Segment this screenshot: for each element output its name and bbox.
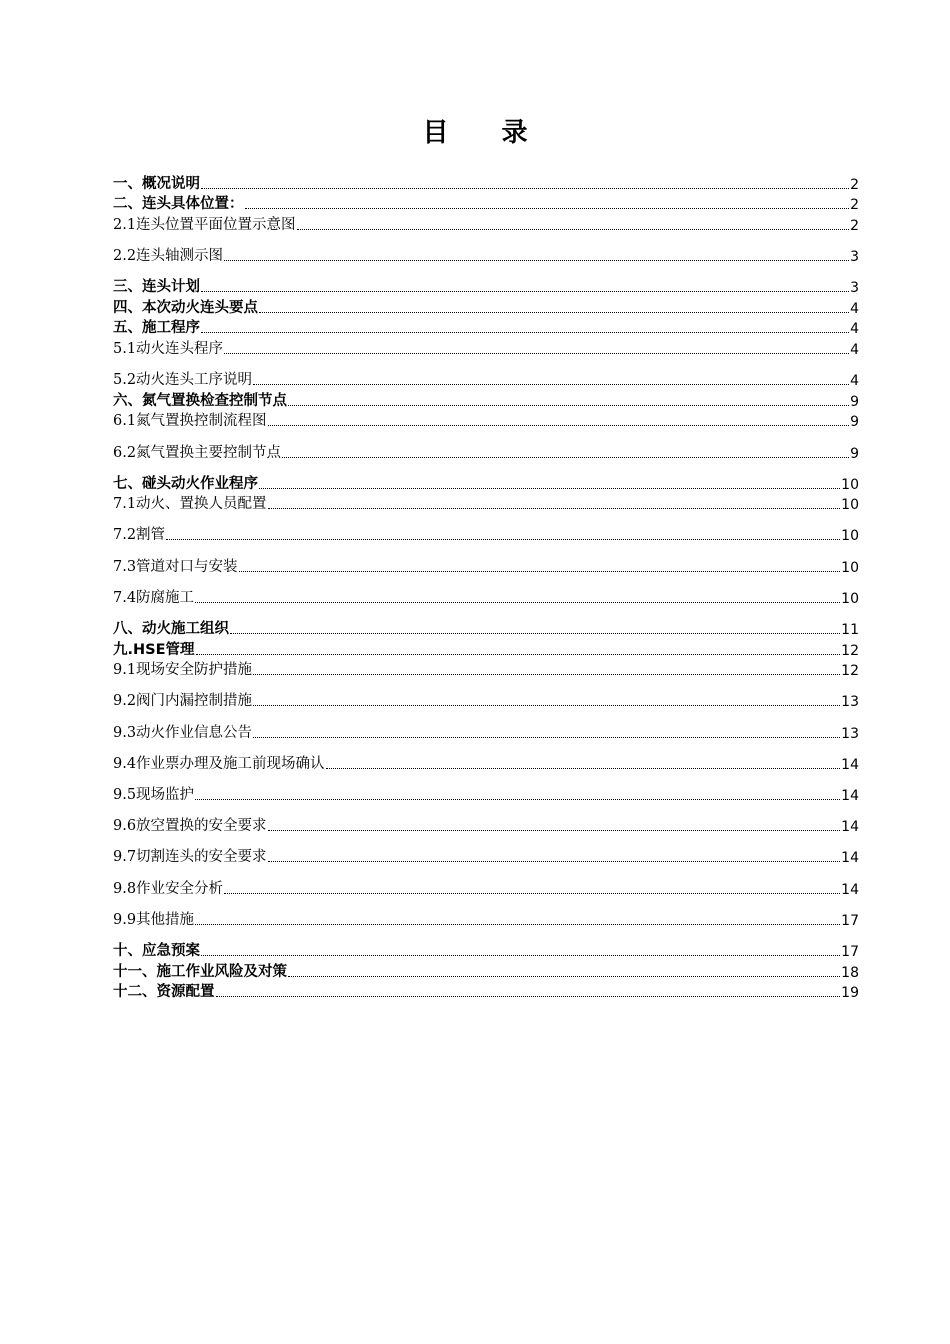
toc-entry[interactable] [113, 960, 859, 981]
toc-entry[interactable] [113, 441, 859, 462]
toc-entry[interactable] [113, 638, 859, 659]
toc-dot-leader [268, 861, 841, 862]
toc-entry-label: 十、应急预案 [113, 942, 200, 959]
toc-dot-leader [201, 955, 840, 956]
toc-entry-label: 9.1现场安全防护措施 [113, 662, 253, 679]
toc-entry-label: 7.1动火、置换人员配置 [113, 496, 267, 513]
toc-dot-leader [201, 332, 849, 333]
toc-page-number: 10 [841, 497, 859, 514]
toc-dot-leader [201, 188, 849, 189]
table-of-contents [113, 172, 859, 1001]
toc-page-number: 14 [841, 819, 859, 836]
toc-entry[interactable] [113, 908, 859, 929]
toc-entry[interactable] [113, 690, 859, 711]
toc-dot-leader [230, 633, 840, 634]
toc-entry-label: 二、连头具体位置： [113, 196, 244, 213]
toc-dot-leader [201, 291, 849, 292]
toc-entry[interactable] [113, 410, 859, 431]
toc-entry-label: 八、动火施工组织 [113, 621, 229, 638]
toc-entry-label: 十一、施工作业风险及对策 [113, 963, 287, 980]
toc-page-number: 17 [841, 943, 859, 960]
toc-entry-label: 六、氮气置换检查控制节点 [113, 392, 287, 409]
toc-page-number: 10 [841, 528, 859, 545]
toc-entry-label: 7.2割管 [113, 527, 166, 544]
toc-page-number: 19 [841, 985, 859, 1002]
toc-page-number: 13 [841, 725, 859, 742]
toc-page-number: 4 [850, 373, 859, 390]
toc-entry[interactable] [113, 617, 859, 638]
toc-page-number: 9 [850, 393, 859, 410]
toc-entry-label: 6.1氮气置换控制流程图 [113, 413, 267, 430]
toc-entry[interactable] [113, 877, 859, 898]
toc-dot-leader [268, 425, 850, 426]
toc-page-number: 14 [841, 756, 859, 773]
toc-page-number: 10 [841, 476, 859, 493]
toc-dot-leader [297, 229, 850, 230]
toc-dot-leader [224, 260, 849, 261]
toc-entry[interactable] [113, 586, 859, 607]
toc-entry[interactable] [113, 524, 859, 545]
toc-dot-leader [224, 353, 849, 354]
toc-entry-label: 5.1动火连头程序 [113, 340, 224, 357]
toc-entry[interactable] [113, 783, 859, 804]
toc-dot-leader [196, 654, 841, 655]
toc-entry-label: 6.2氮气置换主要控制节点 [113, 444, 282, 461]
toc-entry[interactable] [113, 193, 859, 214]
toc-page-number: 12 [841, 663, 859, 680]
toc-entry[interactable] [113, 369, 859, 390]
toc-entry[interactable] [113, 555, 859, 576]
toc-entry[interactable] [113, 276, 859, 297]
toc-dot-leader [259, 488, 840, 489]
toc-entry[interactable] [113, 721, 859, 742]
toc-page-number: 2 [850, 217, 859, 234]
toc-page-number: 3 [850, 280, 859, 297]
toc-entry[interactable] [113, 337, 859, 358]
toc-entry-label: 9.5现场监护 [113, 786, 195, 803]
page-title: 目 录 [422, 118, 550, 148]
toc-page-number: 13 [841, 694, 859, 711]
toc-page-number: 9 [850, 445, 859, 462]
toc-page-number: 10 [841, 559, 859, 576]
toc-entry-label: 9.8作业安全分析 [113, 880, 224, 897]
toc-entry-label: 7.3管道对口与安装 [113, 558, 238, 575]
toc-entry[interactable] [113, 493, 859, 514]
toc-entry[interactable] [113, 815, 859, 836]
toc-entry-label: 9.9其他措施 [113, 911, 195, 928]
toc-dot-leader [253, 384, 849, 385]
toc-entry-label: 一、概况说明 [113, 175, 200, 192]
toc-dot-leader [268, 830, 841, 831]
toc-entry-label: 九.HSE管理 [113, 641, 195, 658]
toc-page-number: 4 [850, 341, 859, 358]
toc-dot-leader [259, 312, 849, 313]
toc-entry[interactable] [113, 244, 859, 265]
toc-dot-leader [239, 571, 841, 572]
toc-entry-label: 7.4防腐施工 [113, 589, 195, 606]
toc-dot-leader [195, 924, 840, 925]
toc-dot-leader [326, 768, 841, 769]
toc-entry[interactable] [113, 317, 859, 338]
toc-page-number: 18 [841, 964, 859, 981]
toc-page-number: 2 [850, 176, 859, 193]
toc-page-number: 4 [850, 321, 859, 338]
toc-entry[interactable] [113, 172, 859, 193]
toc-entry[interactable] [113, 213, 859, 234]
toc-dot-leader [253, 674, 840, 675]
toc-entry[interactable] [113, 296, 859, 317]
toc-dot-leader [268, 508, 841, 509]
toc-entry-label: 9.3动火作业信息公告 [113, 724, 253, 741]
toc-page-number: 4 [850, 300, 859, 317]
toc-entry-label: 十二、资源配置 [113, 984, 215, 1001]
toc-dot-leader [253, 705, 840, 706]
toc-dot-leader [195, 799, 840, 800]
toc-page-number: 3 [850, 248, 859, 265]
toc-entry-label: 9.4作业票办理及施工前现场确认 [113, 755, 325, 772]
toc-entry-label: 9.2阀门内漏控制措施 [113, 693, 253, 710]
toc-entry-label: 2.2连头轴测示图 [113, 247, 224, 264]
toc-page-number: 14 [841, 787, 859, 804]
toc-page-number: 2 [850, 197, 859, 214]
toc-dot-leader [282, 457, 849, 458]
toc-page-number: 12 [841, 642, 859, 659]
toc-entry[interactable] [113, 981, 859, 1002]
toc-entry-label: 9.7切割连头的安全要求 [113, 849, 267, 866]
toc-entry-label: 五、施工程序 [113, 320, 200, 337]
toc-dot-leader [224, 893, 840, 894]
toc-entry-label: 三、连头计划 [113, 279, 200, 296]
toc-entry-label: 四、本次动火连头要点 [113, 299, 258, 316]
toc-entry[interactable] [113, 752, 859, 773]
toc-entry[interactable] [113, 389, 859, 410]
toc-dot-leader [288, 405, 849, 406]
toc-entry-label: 9.6放空置换的安全要求 [113, 818, 267, 835]
toc-dot-leader [216, 996, 841, 997]
toc-dot-leader [195, 602, 840, 603]
toc-entry-label: 5.2动火连头工序说明 [113, 372, 253, 389]
toc-page-number: 11 [841, 622, 859, 639]
toc-dot-leader [245, 208, 850, 209]
toc-entry[interactable] [113, 939, 859, 960]
toc-page-number: 14 [841, 881, 859, 898]
toc-entry[interactable] [113, 659, 859, 680]
toc-page-number: 14 [841, 850, 859, 867]
toc-entry[interactable] [113, 472, 859, 493]
toc-dot-leader [288, 976, 840, 977]
toc-entry-label: 2.1连头位置平面位置示意图 [113, 216, 296, 233]
toc-dot-leader [166, 539, 840, 540]
toc-dot-leader [253, 737, 840, 738]
toc-page-number: 10 [841, 590, 859, 607]
toc-entry-label: 七、碰头动火作业程序 [113, 475, 258, 492]
toc-page-number: 17 [841, 912, 859, 929]
toc-entry[interactable] [113, 846, 859, 867]
toc-page-number: 9 [850, 414, 859, 431]
